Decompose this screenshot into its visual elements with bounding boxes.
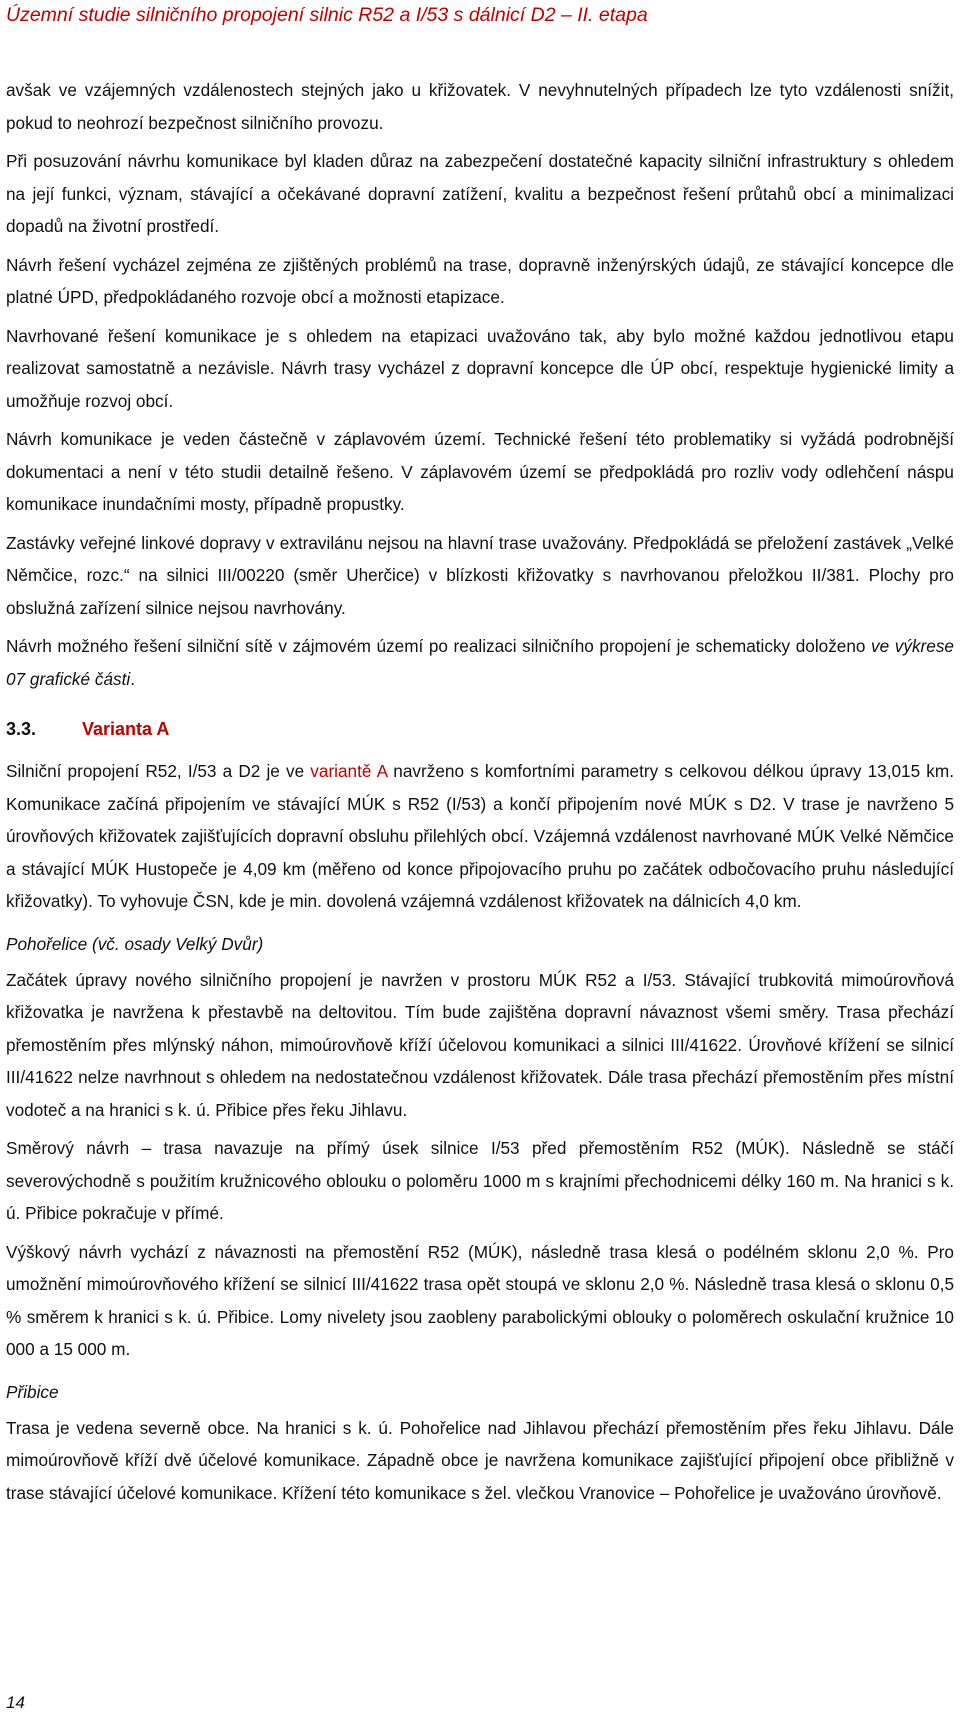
paragraph-pribice: Trasa je vedena severně obce. Na hranici s k. ú. Pohořelice nad Jihlavou přechází přemostěním přes řeku Jihlavu. Dále mimoúrovňově kříží dvě účelové komunikace. Západně obce je navržena komunikace zajišťující připojení obce přibližně v trase stávající účelové komunikace. Křížení této komunikace s žel. vlečkou Vranovice – Pohořelice je uvažováno úrovňově. [6,1417,954,1503]
paragraph-pohorelice-vertical: Výškový návrh vychází z návaznosti na přemostění R52 (MÚK), následně trasa klesá o podélném sklonu 2,0 %. Pro umožnění mimoúrovňového křížení se silnicí III/41622 trasa opět stoupá ve sklonu 2,0 %. Následně trasa klesá o sklonu 0,5 % směrem k hranici s k. ú. Přibice. Lomy nivelety jsou zaobleny parabolickými oblouky o poloměrech oskulační kružnice 10 000 a 15 000 m. [6,1241,954,1359]
paragraph-bus-stops: Zastávky veřejné linkové dopravy v extravilánu nejsou na hlavní trase uvažovány. Předpokládá se přeložení zastávek „Velké Němčice, rozc.“ na silnici III/00220 (směr Uherčice) v blízkosti křižovatky s navrhovanou přeložkou II/381. Plochy pro obslužná zařízení silnice nejsou navrhovány. [6,532,954,618]
paragraph-text: Silniční propojení R52, I/53 a D2 je ve [6,761,311,781]
page-content [6,74,954,1509]
page-number: 14 [6,1693,25,1712]
drawing-reference: ve výkrese 07 grafické části [6,636,954,689]
paragraph-text: . [130,668,135,689]
paragraph-flood-zone: Návrh komunikace je veden částečně v záplavovém území. Technické řešení této problematiky si vyžádá podrobnější dokumentaci a není v této studii detailně řešeno. V záplavovém území se předpokládá pro rozliv vody odlehčení náspu komunikace inundačními mosty, případně propustky. [6,429,954,514]
subsection-title-pribice: Přibice [6,1381,59,1402]
paragraph-variant-a-summary [6,755,954,918]
page-header-title: Územní studie silničního propojení silnic R52 a I/53 s dálnicí D2 – II. etapa [6,4,648,26]
paragraph-design-focus: Při posuzování návrhu komunikace byl kladen důraz na zabezpečení dostatečné kapacity silniční infrastruktury s ohledem na její funkci, význam, stávající a očekávané dopravní zatížení, kvalitu a bezpečnost řešení průtahů obcí a minimalizaci dopadů na životní prostředí. [6,151,954,236]
paragraph-design-basis: Návrh řešení vycházel zejména ze zjištěných problémů na trase, dopravně inženýrských údajů, ze stávající koncepce dle platné ÚPD, předpokládaného rozvoje obcí a možnosti etapizace. [6,254,954,307]
subsection-title-pohorelice: Pohořelice (vč. osady Velký Dvůr) [6,933,264,954]
paragraph-pohorelice-horizontal: Směrový návrh – trasa navazuje na přímý úsek silnice I/53 před přemostěním R52 (MÚK). Následně se stáčí severovýchodně s použitím kružnicového oblouku o poloměru 1000 m s krajními přechodnicemi délky 160 m. Na hranici s k. ú. Přibice pokračuje v přímé. [6,1138,954,1223]
section-title: Varianta A [82,719,170,739]
paragraph-text: Návrh možného řešení silniční sítě v zájmovém území po realizaci silničního propojení je schematicky doloženo [6,636,872,656]
paragraph-etapization: Navrhované řešení komunikace je s ohledem na etapizaci uvažováno tak, aby bylo možné každou jednotlivou etapu realizovat samostatně a nezávisle. Návrh trasy vycházel z dopravní koncepce dle ÚP obcí, respektuje hygienické limity a umožňuje rozvoj obcí. [6,325,954,411]
paragraph-intro-continuation: avšak ve vzájemných vzdálenostech stejných jako u křižovatek. V nevyhnutelných případech lze tyto vzdálenosti snížit, pokud to neohrozí bezpečnost silničního provozu. [6,80,954,133]
paragraph-text: navrženo s komfortními parametry s celkovou délkou úpravy 13,015 km. Komunikace začíná připojením ve stávající MÚK s R52 (I/53) a končí připojením nové MÚK s D2. V trase je navrženo 5 úrovňových křižovatek zajišťujících dopravní obsluhu přilehlých obcí. Vzájemná vzdálenost navrhované MÚK Velké Němčice a stávající MÚK Hustopeče je 4,09 km (měřeno od konce připojovacího pruhu po začátek odbočovacího pruhu následující křižovatky). To vyhovuje ČSN, kde je min. dovolená vzájemná vzdálenost křižovatek na dálnicích 4,0 km. [6,761,954,911]
section-heading [6,715,954,743]
section-number: 3.3. [6,719,37,739]
paragraph-pohorelice-start: Začátek úpravy nového silničního propojení je navržen v prostoru MÚK R52 a I/53. Stávající trubkovitá mimoúrovňová křižovatka je navržena k přestavbě na deltovitou. Tím bude zajištěna dopravní návaznost všemi směry. Trasa přechází přemostěním přes mlýnský náhon, mimoúrovňově kříží účelovou komunikaci a silnici III/41622. Úrovňové křížení se silnicí III/41622 nelze navrhnout s ohledem na nedostatečnou vzdálenost křižovatek. Dále trasa přechází přemostěním přes místní vodoteč a na hranici s k. ú. Přibice přes řeku Jihlavu. [6,969,954,1120]
variant-highlight: variantě A [310,761,388,781]
paragraph-schematic-reference [6,630,954,695]
